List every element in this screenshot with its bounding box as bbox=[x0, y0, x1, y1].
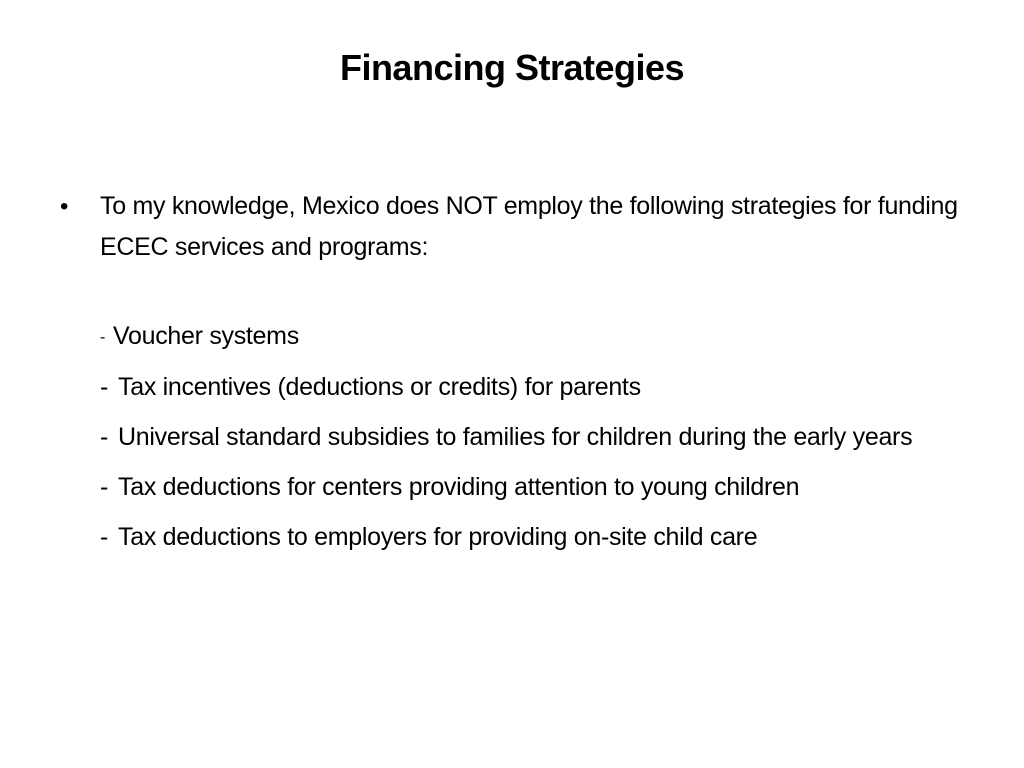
dash-marker: - bbox=[100, 373, 109, 401]
strategy-text: Tax deductions for centers providing attention to young children bbox=[118, 473, 800, 501]
strategy-text: Tax deductions to employers for providing on-site child care bbox=[118, 523, 758, 551]
strategy-text: Universal standard subsidies to families for children during the early years bbox=[118, 423, 913, 451]
strategy-text: Voucher systems bbox=[113, 322, 299, 350]
strategy-item-tax-incentives bbox=[100, 367, 960, 408]
strategy-list bbox=[100, 316, 960, 558]
bullet-icon: • bbox=[60, 193, 69, 220]
bullet-item bbox=[60, 186, 960, 268]
dash-marker: - bbox=[100, 329, 106, 346]
slide-title: Financing Strategies bbox=[339, 47, 685, 88]
bullet-text: To my knowledge, Mexico does NOT employ the following strategies for funding ECEC services and programs: bbox=[100, 192, 958, 261]
strategy-item-center-deductions bbox=[100, 467, 960, 508]
dash-marker: - bbox=[100, 523, 109, 551]
strategy-item-voucher bbox=[100, 316, 960, 358]
dash-marker: - bbox=[100, 423, 109, 451]
dash-marker: - bbox=[100, 473, 109, 501]
slide-body bbox=[60, 186, 960, 567]
strategy-item-universal-subsidies bbox=[100, 417, 960, 458]
strategy-item-employer-deductions bbox=[100, 517, 960, 558]
strategy-text: Tax incentives (deductions or credits) for parents bbox=[118, 373, 641, 401]
